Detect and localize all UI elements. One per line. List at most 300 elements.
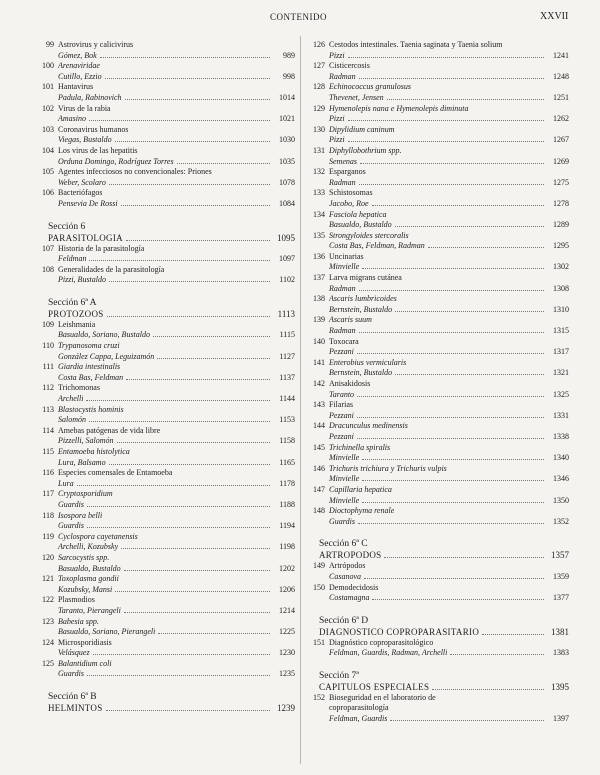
author-row bbox=[36, 458, 295, 469]
chapter-title-row bbox=[307, 40, 569, 51]
chapter-title: Coronavirus humanos bbox=[58, 124, 129, 134]
chapter-authors: Kozubsky, Mansi bbox=[58, 584, 113, 594]
chapter-number: 138 bbox=[313, 294, 325, 304]
author-row bbox=[36, 521, 295, 532]
toc-entry[interactable] bbox=[36, 447, 295, 468]
dot-leader bbox=[126, 378, 270, 380]
chapter-page-number: 1302 bbox=[553, 262, 569, 272]
section-title-row[interactable] bbox=[307, 550, 569, 561]
author-row bbox=[307, 453, 569, 464]
chapter-authors: Semenas bbox=[329, 156, 357, 166]
chapter-title-row bbox=[36, 125, 295, 136]
toc-entry[interactable] bbox=[36, 383, 295, 404]
chapter-title: Dracunculus medinensis bbox=[329, 421, 408, 431]
toc-entry[interactable] bbox=[307, 294, 569, 315]
chapter-title: Astrovirus y calicivirus bbox=[58, 40, 134, 49]
dot-leader bbox=[359, 331, 544, 333]
chapter-authors: González Cappa, Leguizamón bbox=[58, 351, 155, 361]
toc-entry[interactable] bbox=[36, 188, 295, 209]
dot-leader bbox=[359, 289, 544, 291]
section-heading: Sección 6 bbox=[48, 221, 86, 232]
chapter-title: Amebas patógenas de vida libre bbox=[58, 425, 161, 435]
toc-entry[interactable] bbox=[36, 61, 295, 82]
chapter-title-row bbox=[307, 583, 569, 594]
author-row bbox=[307, 305, 569, 316]
chapter-authors: Archelli bbox=[58, 394, 84, 404]
chapter-title: Capillaria hepatica bbox=[329, 484, 392, 494]
chapter-title: Larva migrans cutánea bbox=[329, 273, 402, 283]
chapter-authors: Pizzi bbox=[329, 114, 345, 124]
chapter-authors: Padula, Rabinovich bbox=[58, 92, 122, 102]
dot-leader bbox=[109, 463, 270, 465]
toc-left-column bbox=[36, 40, 295, 714]
chapter-page-number: 1165 bbox=[279, 457, 295, 467]
toc-entry[interactable] bbox=[307, 379, 569, 400]
chapter-title-row bbox=[36, 659, 295, 670]
chapter-page-number: 1127 bbox=[279, 351, 295, 361]
section-page-number: 1395 bbox=[551, 681, 569, 692]
chapter-number: 112 bbox=[42, 383, 54, 393]
chapter-number: 129 bbox=[313, 103, 325, 113]
chapter-number: 123 bbox=[42, 616, 54, 626]
author-row bbox=[36, 436, 295, 447]
chapter-title: Microsporidiasis bbox=[58, 637, 112, 647]
chapter-authors: Feldman, Guardis bbox=[329, 714, 388, 724]
section-page-number: 1381 bbox=[551, 626, 569, 637]
section-title: DIAGNOSTICO COPROPARASITARIO bbox=[319, 626, 480, 637]
chapter-number: 109 bbox=[42, 319, 54, 329]
chapter-number: 124 bbox=[42, 637, 54, 647]
chapter-title-row bbox=[36, 146, 295, 157]
chapter-authors: Lura bbox=[58, 478, 74, 488]
chapter-number: 127 bbox=[313, 61, 325, 71]
toc-entry[interactable] bbox=[36, 405, 295, 426]
chapter-number: 148 bbox=[313, 506, 325, 516]
chapter-page-number: 1188 bbox=[279, 499, 295, 509]
dot-leader bbox=[106, 709, 270, 711]
toc-entry[interactable] bbox=[307, 693, 569, 725]
dot-leader bbox=[89, 420, 270, 422]
section-heading: Sección 6ª D bbox=[319, 615, 369, 626]
toc-entry[interactable] bbox=[36, 426, 295, 447]
chapter-title: Babesia spp. bbox=[58, 616, 99, 626]
dot-leader bbox=[121, 547, 270, 549]
toc-entry[interactable] bbox=[36, 146, 295, 167]
chapter-page-number: 1352 bbox=[553, 516, 569, 526]
toc-entry[interactable] bbox=[307, 210, 569, 231]
chapter-title: Hymenolepis nana e Hymenolepis diminuta bbox=[329, 103, 469, 113]
section-title-row[interactable] bbox=[36, 703, 295, 714]
chapter-page-number: 998 bbox=[283, 71, 295, 81]
toc-entry[interactable] bbox=[307, 40, 569, 61]
dot-leader bbox=[395, 373, 544, 375]
section-title-row[interactable] bbox=[307, 627, 569, 638]
chapter-title-row bbox=[36, 320, 295, 331]
toc-entry[interactable] bbox=[36, 617, 295, 638]
section-page-number: 1113 bbox=[277, 308, 295, 319]
dot-leader bbox=[86, 399, 270, 401]
author-row bbox=[307, 368, 569, 379]
dot-leader bbox=[362, 479, 544, 481]
chapter-title: Los virus de las hepatitis bbox=[58, 145, 138, 155]
chapter-title-row bbox=[36, 405, 295, 416]
dot-leader bbox=[372, 598, 544, 600]
chapter-page-number: 1144 bbox=[279, 394, 295, 404]
author-row bbox=[307, 262, 569, 273]
author-row bbox=[307, 72, 569, 83]
dot-leader bbox=[357, 395, 544, 397]
chapter-page-number: 1275 bbox=[553, 177, 569, 187]
section-title: HELMINTOS bbox=[48, 703, 103, 714]
chapter-number: 115 bbox=[42, 447, 54, 456]
chapter-page-number: 1278 bbox=[553, 198, 569, 208]
toc-entry[interactable] bbox=[307, 146, 569, 167]
author-row bbox=[36, 648, 295, 659]
chapter-title-row bbox=[36, 468, 295, 479]
toc-entry[interactable] bbox=[36, 362, 295, 383]
chapter-page-number: 1359 bbox=[553, 571, 569, 581]
dot-leader bbox=[357, 352, 544, 354]
chapter-page-number: 1225 bbox=[279, 627, 295, 637]
toc-entry[interactable] bbox=[307, 464, 569, 485]
chapter-title-row bbox=[36, 511, 295, 522]
toc-entry[interactable] bbox=[307, 61, 569, 82]
chapter-page-number: 1325 bbox=[553, 389, 569, 399]
toc-entry[interactable] bbox=[36, 489, 295, 510]
toc-entry[interactable] bbox=[307, 583, 569, 604]
chapter-title-row bbox=[36, 244, 295, 255]
chapter-number: 151 bbox=[313, 637, 325, 647]
chapter-title-row bbox=[36, 553, 295, 564]
dot-leader bbox=[358, 522, 544, 524]
chapter-title: Esparganos bbox=[329, 167, 366, 177]
author-row bbox=[36, 330, 295, 341]
chapter-page-number: 1235 bbox=[279, 669, 295, 679]
author-row bbox=[36, 585, 295, 596]
chapter-page-number: 1315 bbox=[553, 326, 569, 336]
chapter-title-row bbox=[36, 426, 295, 437]
toc-entry[interactable] bbox=[36, 167, 295, 188]
chapter-authors: Cutillo, Ezzio bbox=[58, 71, 102, 81]
chapter-number: 121 bbox=[42, 574, 54, 584]
toc-entry[interactable] bbox=[307, 82, 569, 103]
chapter-number: 120 bbox=[42, 552, 54, 562]
chapter-number: 139 bbox=[313, 315, 325, 325]
chapter-title: Balantidium coli bbox=[58, 658, 112, 668]
dot-leader bbox=[348, 119, 544, 121]
section-title-row[interactable] bbox=[307, 682, 569, 693]
chapter-number: 146 bbox=[313, 463, 325, 473]
chapter-number: 126 bbox=[313, 40, 325, 49]
chapter-title-row bbox=[307, 443, 569, 454]
dot-leader bbox=[362, 458, 544, 460]
chapter-number: 105 bbox=[42, 167, 54, 177]
author-row bbox=[307, 326, 569, 337]
chapter-title-row bbox=[307, 693, 569, 704]
chapter-title: Artrópodos bbox=[329, 561, 366, 571]
dot-leader bbox=[384, 556, 544, 558]
chapter-title-row bbox=[307, 104, 569, 115]
toc-entry[interactable] bbox=[36, 532, 295, 553]
author-row bbox=[36, 627, 295, 638]
chapter-title: Generalidades de la parasitología bbox=[58, 264, 165, 274]
chapter-page-number: 1269 bbox=[553, 156, 569, 166]
toc-entry[interactable] bbox=[36, 244, 295, 265]
toc-entry[interactable] bbox=[307, 400, 569, 421]
author-row bbox=[307, 157, 569, 168]
chapter-page-number: 1295 bbox=[553, 241, 569, 251]
section-title-row[interactable] bbox=[36, 309, 295, 320]
chapter-title-row bbox=[307, 315, 569, 326]
toc-entry[interactable] bbox=[36, 595, 295, 616]
chapter-authors: Pezzani bbox=[329, 410, 354, 420]
chapter-page-number: 1331 bbox=[553, 410, 569, 420]
chapter-authors: Velásquez bbox=[58, 648, 90, 658]
chapter-title-row bbox=[307, 61, 569, 72]
chapter-number: 100 bbox=[42, 61, 54, 71]
chapter-number: 114 bbox=[42, 425, 54, 435]
chapter-title-row bbox=[36, 61, 295, 72]
toc-entry[interactable] bbox=[36, 468, 295, 489]
dot-leader bbox=[428, 246, 544, 248]
chapter-title-row bbox=[36, 265, 295, 276]
section-spacer bbox=[307, 659, 569, 671]
toc-entry[interactable] bbox=[307, 485, 569, 506]
chapter-page-number: 1198 bbox=[279, 542, 295, 552]
chapter-page-number: 1251 bbox=[553, 92, 569, 102]
chapter-title-row bbox=[307, 231, 569, 242]
chapter-authors: Weber, Scolaro bbox=[58, 177, 106, 187]
chapter-number: 117 bbox=[42, 489, 54, 499]
chapter-authors: Feldman, Guardis, Radman, Archelli bbox=[329, 648, 448, 658]
chapter-number: 149 bbox=[313, 561, 325, 571]
section-page-number: 1095 bbox=[277, 232, 295, 243]
chapter-title: Enterobius vermicularis bbox=[329, 357, 407, 367]
author-row bbox=[307, 593, 569, 604]
section-page-number: 1357 bbox=[551, 550, 569, 561]
chapter-authors: Bernstein, Bustaldo bbox=[329, 304, 393, 314]
chapter-title: Agentes infecciosos no convencionales: Priones bbox=[58, 167, 212, 177]
toc-entry[interactable] bbox=[307, 506, 569, 527]
chapter-title: Dioctophyma renale bbox=[329, 506, 395, 516]
toc-entry[interactable] bbox=[307, 252, 569, 273]
toc-entry[interactable] bbox=[307, 421, 569, 442]
chapter-number: 136 bbox=[313, 251, 325, 261]
author-row bbox=[307, 432, 569, 443]
chapter-authors: Basualdo, Soriano, Bustaldo bbox=[58, 330, 151, 340]
chapter-page-number: 1317 bbox=[553, 347, 569, 357]
toc-entry[interactable] bbox=[36, 553, 295, 574]
toc-entry[interactable] bbox=[307, 231, 569, 252]
chapter-title-row bbox=[307, 252, 569, 263]
toc-entry[interactable] bbox=[307, 443, 569, 464]
dot-leader bbox=[395, 225, 544, 227]
chapter-title: Historia de la parasitología bbox=[58, 243, 145, 253]
chapter-authors: Guardis bbox=[58, 499, 84, 509]
chapter-authors: Jacobo, Roe bbox=[329, 198, 369, 208]
dot-leader bbox=[177, 162, 270, 164]
chapter-number: 130 bbox=[313, 124, 325, 134]
author-row bbox=[36, 669, 295, 680]
toc-entry[interactable] bbox=[307, 167, 569, 188]
toc-entry[interactable] bbox=[36, 511, 295, 532]
section-title-row[interactable] bbox=[36, 233, 295, 244]
section-title: ARTROPODOS bbox=[319, 550, 382, 561]
chapter-authors: Salomón bbox=[58, 415, 86, 425]
author-row bbox=[36, 352, 295, 363]
chapter-title-row bbox=[307, 464, 569, 475]
chapter-page-number: 1383 bbox=[553, 648, 569, 658]
toc-entry[interactable] bbox=[307, 358, 569, 379]
toc-entry[interactable] bbox=[36, 574, 295, 595]
chapter-authors: Pezzani bbox=[329, 347, 354, 357]
chapter-authors: Minvielle bbox=[329, 262, 360, 272]
chapter-number: 141 bbox=[313, 357, 325, 367]
author-row bbox=[36, 93, 295, 104]
author-row bbox=[36, 394, 295, 405]
chapter-number: 134 bbox=[313, 209, 325, 219]
toc-entry[interactable] bbox=[307, 125, 569, 146]
chapter-title: Cyclospora cayetanensis bbox=[58, 531, 138, 541]
chapter-number: 125 bbox=[42, 658, 54, 668]
chapter-number: 143 bbox=[313, 400, 325, 410]
section-page-number: 1239 bbox=[277, 703, 295, 714]
chapter-number: 99 bbox=[46, 40, 54, 49]
chapter-authors: Costa Bas, Feldman bbox=[58, 372, 124, 382]
chapter-authors: Radman bbox=[329, 283, 356, 293]
toc-entry[interactable] bbox=[307, 337, 569, 358]
chapter-title: Blastocystis hominis bbox=[58, 404, 124, 414]
chapter-title: Plasmodios bbox=[58, 595, 95, 605]
author-row bbox=[307, 51, 569, 62]
chapter-authors: Pezzani bbox=[329, 431, 354, 441]
dot-leader bbox=[387, 98, 544, 100]
chapter-title: Trypanosoma cruzi bbox=[58, 341, 120, 351]
dot-leader bbox=[364, 577, 544, 579]
chapter-page-number: 1338 bbox=[553, 431, 569, 441]
chapter-page-number: 1248 bbox=[553, 71, 569, 81]
author-row bbox=[36, 157, 295, 168]
author-row bbox=[307, 390, 569, 401]
chapter-title-row bbox=[36, 167, 295, 178]
toc-entry[interactable] bbox=[307, 638, 569, 659]
dot-leader bbox=[126, 239, 270, 241]
author-row bbox=[36, 275, 295, 286]
author-row bbox=[307, 474, 569, 485]
chapter-page-number: 1310 bbox=[553, 304, 569, 314]
dot-leader bbox=[115, 590, 270, 592]
toc-entry[interactable] bbox=[36, 341, 295, 362]
author-row bbox=[307, 178, 569, 189]
toc-entry[interactable] bbox=[307, 561, 569, 582]
toc-entry[interactable] bbox=[36, 125, 295, 146]
toc-entry[interactable] bbox=[36, 265, 295, 286]
toc-entry[interactable] bbox=[307, 188, 569, 209]
running-header: CONTENIDO bbox=[270, 12, 327, 22]
author-row bbox=[307, 572, 569, 583]
chapter-authors: Bernstein, Bustaldo bbox=[329, 368, 393, 378]
chapter-number: 137 bbox=[313, 273, 325, 283]
chapter-number: 111 bbox=[42, 362, 54, 372]
column-divider bbox=[300, 36, 301, 764]
author-row bbox=[36, 72, 295, 83]
chapter-number: 106 bbox=[42, 188, 54, 198]
chapter-page-number: 1397 bbox=[553, 714, 569, 724]
chapter-page-number: 1035 bbox=[279, 156, 295, 166]
toc-entry[interactable] bbox=[36, 40, 295, 61]
dot-leader bbox=[124, 611, 270, 613]
chapter-title-continued: coproparasitología bbox=[329, 703, 389, 713]
chapter-authors: Minvielle bbox=[329, 453, 360, 463]
chapter-title: Fasciola hepatica bbox=[329, 209, 387, 219]
chapter-authors: Guardis bbox=[58, 669, 84, 679]
author-row bbox=[36, 500, 295, 511]
toc-entry[interactable] bbox=[307, 315, 569, 336]
chapter-title-row bbox=[36, 82, 295, 93]
chapter-title: Trichuris trichiura y Trichuris vulpis bbox=[329, 463, 447, 473]
toc-entry[interactable] bbox=[307, 273, 569, 294]
dot-leader bbox=[125, 98, 270, 100]
chapter-authors: Taranto bbox=[329, 389, 355, 399]
toc-entry[interactable] bbox=[36, 104, 295, 125]
chapter-title-row bbox=[36, 447, 295, 458]
toc-entry[interactable] bbox=[307, 104, 569, 125]
author-row bbox=[307, 199, 569, 210]
chapter-title-row bbox=[36, 383, 295, 394]
chapter-number: 147 bbox=[313, 484, 325, 494]
chapter-page-number: 1078 bbox=[279, 177, 295, 187]
chapter-title: Filarias bbox=[329, 400, 353, 410]
chapter-page-number: 1230 bbox=[279, 648, 295, 658]
dot-leader bbox=[124, 569, 270, 571]
section-spacer bbox=[36, 680, 295, 692]
chapter-number: 144 bbox=[313, 421, 325, 431]
chapter-authors: Costa Bas, Feldman, Radman bbox=[329, 241, 425, 251]
toc-entry[interactable] bbox=[36, 320, 295, 341]
chapter-title: Diphyllobothrium spp. bbox=[329, 145, 402, 155]
dot-leader bbox=[395, 310, 544, 312]
chapter-authors: Radman bbox=[329, 71, 356, 81]
chapter-title-row-2 bbox=[307, 703, 569, 714]
chapter-authors: Pizzi, Bustaldo bbox=[58, 275, 107, 285]
chapter-authors: Amasino bbox=[58, 114, 86, 124]
chapter-title: Leishmania bbox=[58, 319, 96, 329]
chapter-page-number: 1262 bbox=[553, 114, 569, 124]
chapter-title-row bbox=[307, 337, 569, 348]
chapter-title: Ascaris lumbricoides bbox=[329, 294, 397, 304]
section-spacer bbox=[307, 604, 569, 616]
chapter-authors: Costamagna bbox=[329, 593, 370, 603]
dot-leader bbox=[105, 77, 270, 79]
toc-entry[interactable] bbox=[36, 82, 295, 103]
chapter-title-row bbox=[307, 358, 569, 369]
chapter-number: 116 bbox=[42, 468, 54, 478]
chapter-title: Giardia intestinalis bbox=[58, 362, 121, 372]
chapter-title: Bacteriófagos bbox=[58, 188, 103, 198]
chapter-authors: Minvielle bbox=[329, 474, 360, 484]
author-row bbox=[36, 606, 295, 617]
toc-entry[interactable] bbox=[36, 659, 295, 680]
chapter-page-number: 1267 bbox=[553, 135, 569, 145]
dot-leader bbox=[93, 653, 270, 655]
dot-leader bbox=[109, 280, 270, 282]
chapter-title-row bbox=[36, 574, 295, 585]
dot-leader bbox=[357, 437, 544, 439]
chapter-number: 102 bbox=[42, 103, 54, 113]
author-row bbox=[307, 135, 569, 146]
toc-entry[interactable] bbox=[36, 638, 295, 659]
chapter-title: Sarcocystis spp. bbox=[58, 552, 110, 562]
